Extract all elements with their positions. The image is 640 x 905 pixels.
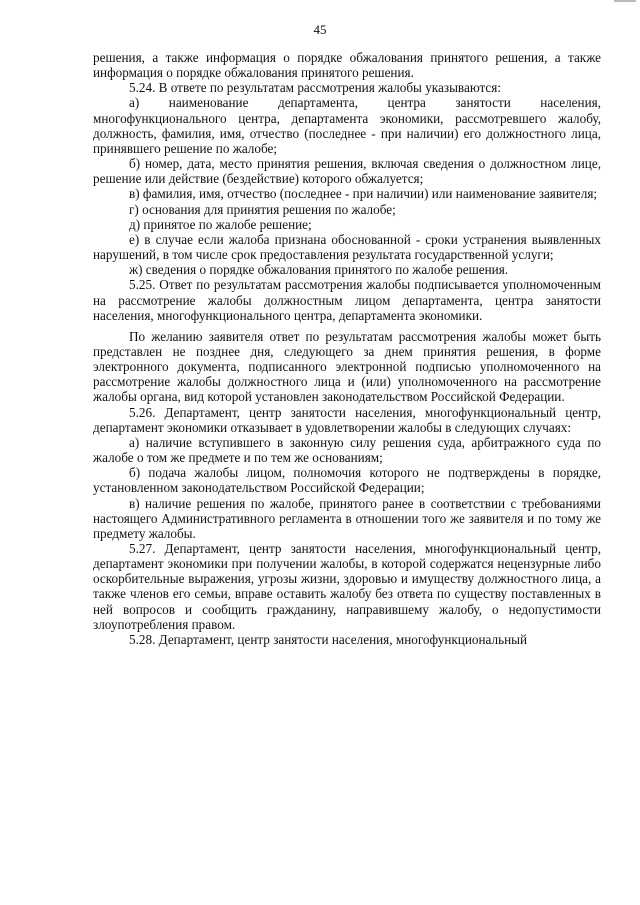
paragraph: д) принятое по жалобе решение; xyxy=(129,216,312,232)
paragraph: 5.28. Департамент, центр занятости населения, многофункциональный xyxy=(129,631,528,647)
paragraph: б) номер, дата, место принятия решения, включая сведения о должностном лице, решение или действие (бездействие) которого обжалуется; xyxy=(93,156,601,187)
paragraph: а) наименование департамента, центра занятости населения, многофункционального центра, департамента экономики, рассмотревшего жалобу, должность, фамилия, имя, отчество (последнее - при наличии) его должностного лица, принявшего решение по жалобе; xyxy=(93,95,601,156)
paragraph: 5.25. Ответ по результатам рассмотрения жалобы подписывается уполномоченным на рассмотрение жалобы должностным лицом департамента, центра занятости населения, многофункционального центра, департамента экономики. xyxy=(93,277,601,323)
page-number: 45 xyxy=(313,22,327,37)
scan-corner-mark xyxy=(614,0,636,2)
paragraph: а) наличие вступившего в законную силу решения суда, арбитражного суда по жалобе о том же предмете и по тем же основаниям; xyxy=(93,434,601,466)
paragraph: решения, а также информация о порядке обжалования принятого решения, а также информация о порядке обжалования принятого решения. xyxy=(93,50,601,81)
paragraph: 5.27. Департамент, центр занятости населения, многофункциональный центр, департамент экономики при получении жалобы, в которой содержатся нецензурные либо оскорбительные выражения, угрозы жизни, здоровью и имуществу должностного лица, а также членов его семьи, вправе оставить жалобу без ответа по существу поставленных в ней вопросов и сообщить гражданину, направившему жалобу, о недопустимости злоупотребления правом. xyxy=(93,541,601,632)
paragraph: 5.24. В ответе по результатам рассмотрения жалобы указываются: xyxy=(129,80,502,96)
paragraph: в) наличие решения по жалобе, принятого ранее в соответствии с требованиями настоящего Административного регламента в отношении того же заявителя и по тому же предмету жалобы. xyxy=(93,495,601,541)
paragraph: в) фамилия, имя, отчество (последнее - при наличии) или наименование заявителя; xyxy=(129,186,598,202)
paragraph: г) основания для принятия решения по жалобе; xyxy=(129,201,396,217)
paragraph: 5.26. Департамент, центр занятости населения, многофункциональный центр, департамент экономики отказывает в удовлетворении жалобы в следующих случаях: xyxy=(93,404,601,435)
paragraph: б) подача жалобы лицом, полномочия которого не подтверждены в порядке, установленном законодательством Российской Федерации; xyxy=(93,465,601,496)
paragraph: ж) сведения о порядке обжалования принятого по жалобе решения. xyxy=(129,262,509,278)
document-body xyxy=(93,50,601,647)
paragraph: е) в случае если жалоба признана обоснованной - сроки устранения выявленных нарушений, в том числе срок предоставления результата государственной услуги; xyxy=(93,231,601,263)
paragraph: По желанию заявителя ответ по результатам рассмотрения жалобы может быть представлен не позднее дня, следующего за днем принятия решения, в форме электронного документа, подписанного электронной подписью уполномоченного на рассмотрение жалобы должностного лица и (или) уполномоченного на рассмотрение жалобы органа, вид которой установлен законодательством Российской Федерации. xyxy=(93,328,601,405)
